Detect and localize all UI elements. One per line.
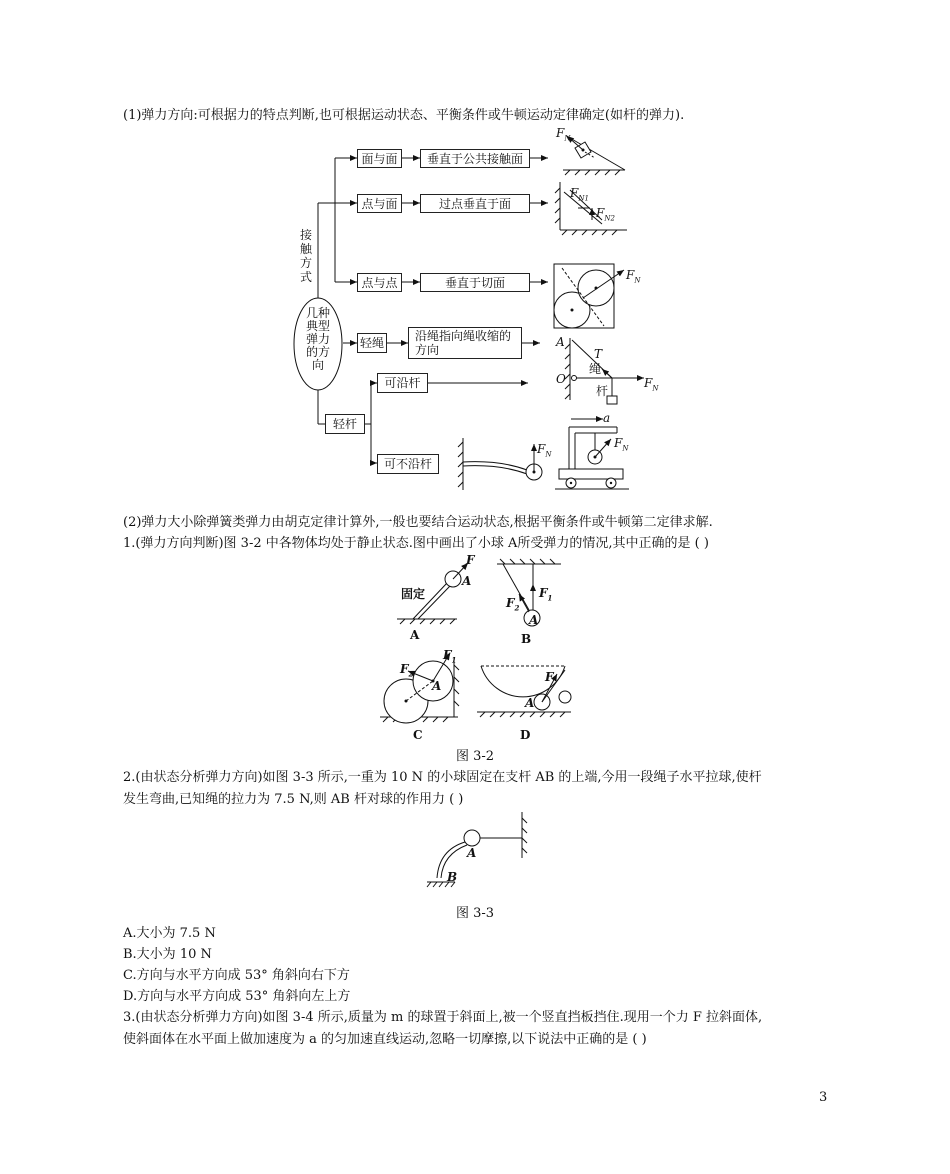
intro-item-2: (2)弹力大小除弹簧类弹力由胡克定律计算外,一般也要结合运动状态,根据平衡条件或牛顿第二定律求解. <box>123 515 713 530</box>
type-box-surface: 面与面 <box>357 149 402 168</box>
page-number: 3 <box>819 1090 828 1105</box>
q1-option-c-caption: C <box>413 728 423 742</box>
q1-option-b-caption: B <box>521 632 532 646</box>
q2-figure <box>425 810 535 890</box>
fn-label-4: $F_N$ <box>644 376 659 393</box>
type-box-not-along-rod: 可不沿杆 <box>377 454 439 474</box>
q1-option-d-caption: D <box>520 728 531 742</box>
q2-point-b: B <box>447 870 458 884</box>
q1-d-force: F <box>545 670 554 684</box>
point-o-label: O <box>556 372 566 386</box>
rod-label: 杆 <box>596 384 609 398</box>
type-box-point-surface: 点与面 <box>357 194 402 213</box>
q1-d-ball: A <box>525 696 535 710</box>
q2-option-c: C.方向与水平方向成 53° 角斜向右下方 <box>123 968 350 983</box>
q1-c-ball: A <box>432 679 442 693</box>
rule-box-point-point: 垂直于切面 <box>420 273 530 292</box>
q2-line-1: 2.(由状态分析弹力方向)如图 3-3 所示,一重为 10 N 的小球固定在支杆 AB 的上端,今用一段绳子水平拉球,使杆 <box>123 770 762 785</box>
fn-label-6: $F_N$ <box>614 436 629 453</box>
point-a-label: A <box>556 335 565 349</box>
q1-fixed-label: 固定 <box>401 587 426 601</box>
q2-line-2: 发生弯曲,已知绳的拉力为 7.5 N,则 AB 杆对球的作用力 ( ) <box>123 792 464 807</box>
q1-a-ball: A <box>462 574 472 588</box>
figure-rod-corner <box>552 180 632 240</box>
q2-option-b: B.大小为 10 N <box>123 947 212 962</box>
rule-box-surface: 垂直于公共接触面 <box>420 149 530 168</box>
type-box-rod: 轻杆 <box>325 414 365 434</box>
q2-point-a: A <box>467 846 477 860</box>
root-label: 几种典型弹力的方向 <box>305 306 330 372</box>
type-box-along-rod: 可沿杆 <box>377 373 428 393</box>
q2-option-d: D.方向与水平方向成 53° 角斜向左上方 <box>123 989 351 1004</box>
q1-a-force: F <box>466 553 475 567</box>
q3-line-1: 3.(由状态分析弹力方向)如图 3-4 所示,质量为 m 的球置于斜面上,被一个竖直挡板挡住.现用一个力 F 拉斜面体, <box>123 1010 763 1025</box>
q2-fig-caption: 图 3-3 <box>456 906 495 921</box>
q1-fig-caption: 图 3-2 <box>456 749 495 764</box>
intro-item-1: (1)弹力方向:可根据力的特点判断,也可根据运动状态、平衡条件或牛顿运动定律确定(如杆的弹力). <box>123 108 685 123</box>
fn2-label: $F_{N2}$ <box>596 206 615 223</box>
q2-option-a: A.大小为 7.5 N <box>123 926 216 941</box>
rule-box-point-surface: 过点垂直于面 <box>420 194 530 213</box>
q1-b-ball: A <box>529 613 539 627</box>
q3-line-2: 使斜面体在水平面上做加速度为 a 的匀加速直线运动,忽略一切摩擦,以下说法中正确的是 ( ) <box>123 1032 647 1047</box>
q1-b-f1: $F_1$ <box>539 586 553 603</box>
fn-label-5: $F_N$ <box>537 442 552 459</box>
tension-label: T <box>594 347 603 361</box>
figure-balls-container <box>552 262 627 332</box>
type-box-rope: 轻绳 <box>357 333 387 353</box>
rope-label: 绳 <box>589 362 602 376</box>
fn-label-3: $F_N$ <box>626 268 641 285</box>
q1-c-f2: $F_2$ <box>400 662 414 679</box>
fn1-label: $F_{N1}$ <box>570 186 589 203</box>
contact-method-label: 接触方式 <box>300 228 313 284</box>
q1-text: 1.(弹力方向判断)图 3-2 中各物体均处于静止状态.图中画出了小球 A所受弹力的情况,其中正确的是 ( ) <box>123 536 709 551</box>
q1-option-a-caption: A <box>410 628 420 642</box>
type-box-point-point: 点与点 <box>357 273 402 292</box>
fn-label-1: $F_N$ <box>556 126 571 143</box>
q1-b-f2: $F_2$ <box>506 596 520 613</box>
accel-label: a <box>603 411 611 425</box>
rule-box-rope: 沿绳指向绳收缩的方向 <box>408 327 522 359</box>
q1-c-f1: $F_1$ <box>443 648 457 665</box>
